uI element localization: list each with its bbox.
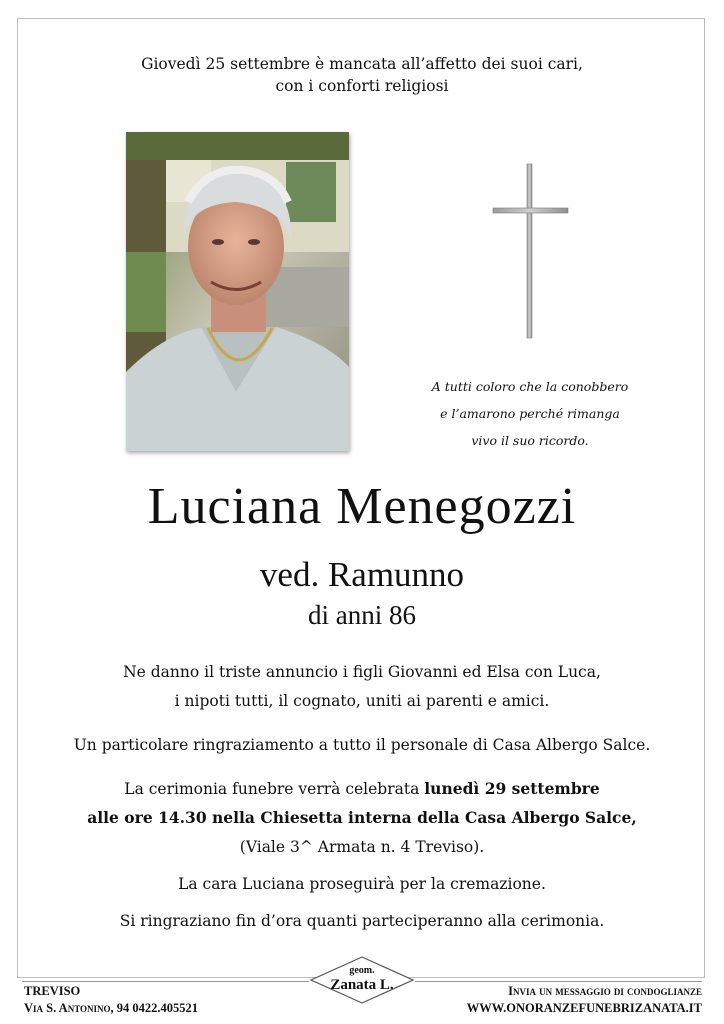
ceremony-date: lunedì 29 settembre xyxy=(424,779,600,798)
widow-of: ved. Ramunno xyxy=(259,555,465,594)
closing-text: Si ringraziano fin d’ora quanti parteciperanno alla cerimonia. xyxy=(119,912,605,930)
website-link[interactable]: WWW.ONORANZEFUNEBRIZANATA.IT xyxy=(466,1001,702,1015)
thanks-text: Un particolare ringraziamento a tutto il personale di Casa Albergo Salce. xyxy=(73,736,651,754)
announcement-line-2: i nipoti tutti, il cognato, uniti ai parenti e amici. xyxy=(174,692,550,710)
logo-title: geom. xyxy=(349,965,375,976)
portrait-photo xyxy=(126,132,349,451)
death-announcement-intro xyxy=(0,53,724,97)
footer-divider-left xyxy=(22,981,309,982)
ceremony-address: (Viale 3^ Armata n. 4 Treviso). xyxy=(239,838,485,856)
condolence-message-link[interactable]: Invia un messaggio di condoglianze xyxy=(508,984,702,998)
dedication-line-2: e l’amarono perché rimanga xyxy=(440,406,620,421)
funeral-home-logo xyxy=(309,955,415,1005)
deceased-name: Luciana Menegozzi xyxy=(147,478,577,535)
cross-icon xyxy=(490,160,572,342)
announcement-line-1: Ne danno il triste annuncio i figli Giovanni ed Elsa con Luca, xyxy=(123,663,601,681)
intro-line-2: con i conforti religiosi xyxy=(275,77,449,95)
logo-name: Zanata L. xyxy=(330,977,394,993)
ceremony-line-2: alle ore 14.30 nella Chiesetta interna della Casa Albergo Salce, xyxy=(87,808,637,827)
footer-address: Via S. Antonino, 94 0422.405521 xyxy=(24,1001,199,1015)
dedication-line-1: A tutti coloro che la conobbero xyxy=(431,379,629,394)
ceremony-line-1-text: La cerimonia funebre verrà celebrata xyxy=(124,780,425,798)
footer-divider-right xyxy=(415,981,702,982)
cremation-text: La cara Luciana proseguirà per la cremazione. xyxy=(178,875,546,893)
dedication-text xyxy=(410,373,650,454)
intro-line-1: Giovedì 25 settembre è mancata all’affetto dei suoi cari, xyxy=(141,55,583,73)
ceremony-line-1 xyxy=(0,778,724,800)
footer-city: TREVISO xyxy=(24,984,81,998)
dedication-line-3: vivo il suo ricordo. xyxy=(471,433,589,448)
deceased-age: di anni 86 xyxy=(308,600,416,630)
